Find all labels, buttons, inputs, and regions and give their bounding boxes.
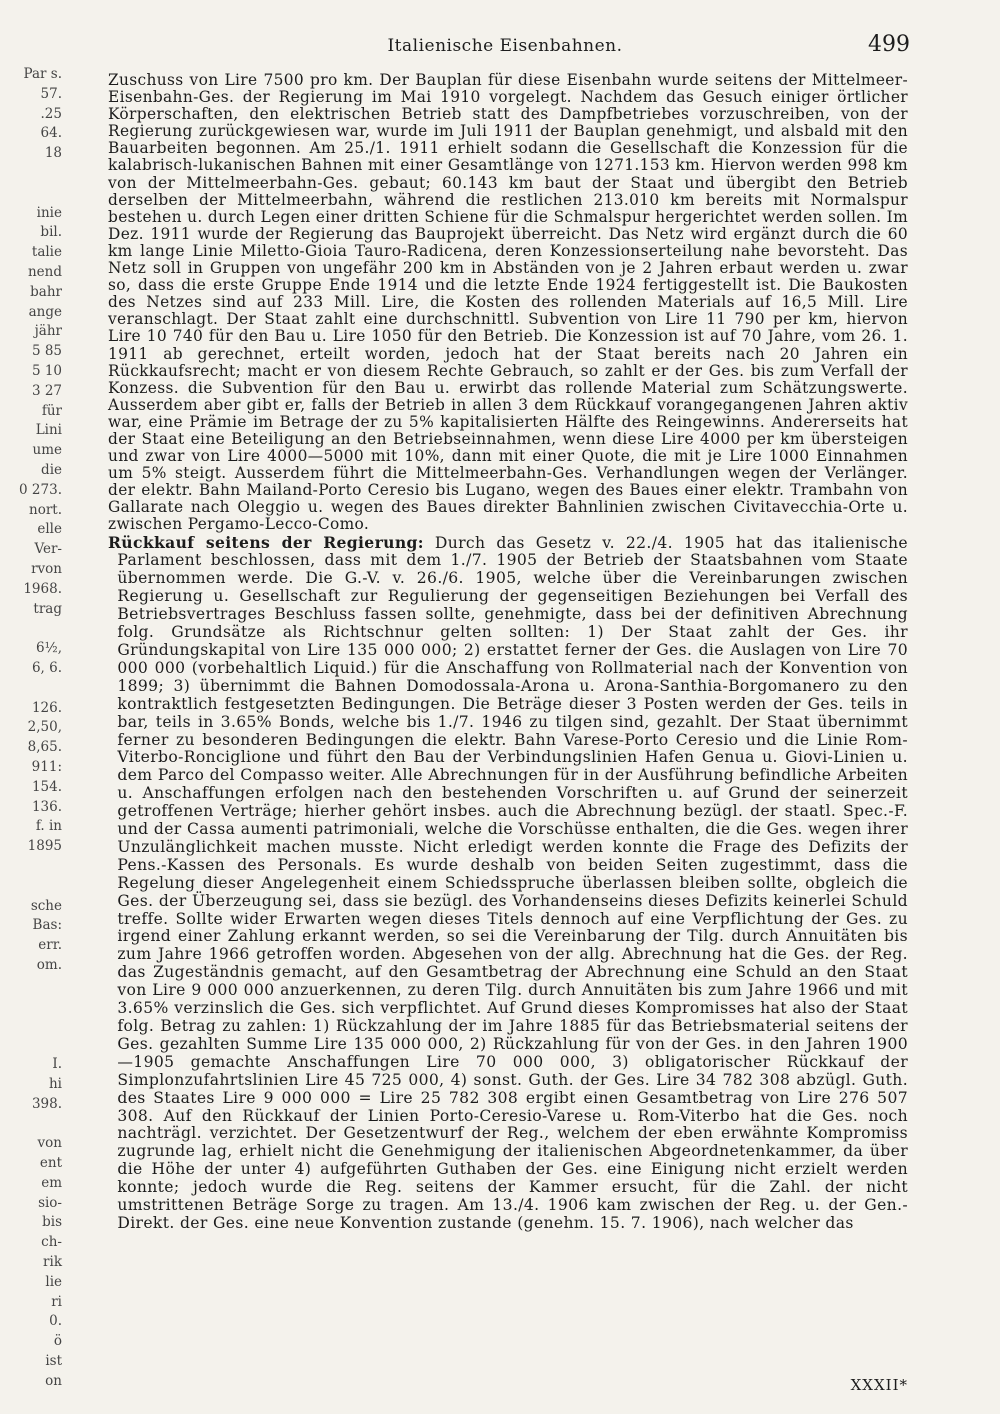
margin-fragment: 8,65.	[27, 739, 62, 756]
margin-fragment: ri	[51, 1293, 62, 1310]
margin-fragment: 126.	[31, 699, 62, 716]
page-number: 499	[868, 32, 910, 57]
margin-fragment: 6½,	[36, 640, 62, 657]
margin-fragment: rvon	[31, 561, 62, 577]
margin-fragment: 64.	[40, 125, 62, 142]
margin-fragment: rik	[43, 1254, 62, 1270]
margin-fragment: jähr	[34, 323, 62, 340]
margin-fragment: Bas:	[32, 917, 62, 934]
margin-fragment: I.	[52, 1056, 62, 1072]
margin-fragment: ch-	[41, 1234, 62, 1251]
margin-fragment: sio-	[38, 1194, 62, 1211]
left-margin-cutoff-column	[0, 66, 62, 1389]
margin-fragment: 3 27	[31, 382, 62, 399]
margin-fragment: talie	[31, 244, 62, 261]
margin-fragment: trag	[33, 600, 62, 617]
margin-fragment: die	[41, 462, 62, 478]
running-title: Italienische Eisenbahnen.	[387, 36, 623, 56]
margin-fragment: .25	[40, 105, 62, 122]
margin-fragment: hi	[48, 1075, 62, 1092]
margin-fragment: lie	[45, 1273, 62, 1290]
margin-fragment: ist	[45, 1353, 62, 1369]
margin-fragment: elle	[37, 521, 62, 538]
main-text-column	[108, 72, 908, 1233]
paragraph-2	[108, 534, 908, 1233]
paragraph-1: Zuschuss von Lire 7500 pro km. Der Bauplan für diese Eisenbahn wurde seitens der Mittelmeer-Eisenbahn-Ges. der Regierung im Mai 1910 vorgelegt. Nachdem das Gesuch einiger örtlicher Körperschaften, den elektrischen Betrieb statt des Dampfbetriebes vorzuschreiben, von der Regierung zurückgewiesen war, wurde im Juli 1911 der Bauplan genehmigt, und alsbald mit den Bauarbeiten begonnen. Am 25./1. 1911 erhielt sodann die Gesellschaft die Konzession für die kalabrisch-lukanischen Bahnen mit einer Gesamtlänge von 1271.153 km. Hiervon werden 998 km von der Mittelmeerbahn-Ges. gebaut; 60.143 km baut der Staat und übergibt den Betrieb derselben der Mittelmeerbahn, während die restlichen 213.010 km bereits mit Normalspur bestehen u. durch Legen einer dritten Schiene für die Schmalspur hergerichtet werden sollen. Im Dez. 1911 wurde der Regierung das Bauprojekt überreicht. Das Netz wird ergänzt durch die 60 km lange Linie Miletto-Gioia Tauro-Radicena, deren Konzessionserteilung nahe bevorsteht. Das Netz soll in Gruppen von ungefähr 200 km in Abständen von je 2 Jahren erbaut werden u. zwar so, dass die erste Gruppe Ende 1914 und die letzte Ende 1924 fertiggestellt ist. Die Baukosten des Netzes sind auf 233 Mill. Lire, die Kosten des rollenden Materials auf 16,5 Mill. Lire veranschlagt. Der Staat zahlt eine durchschnittl. Subvention von Lire 11 790 per km, hiervon Lire 10 740 für den Bau u. Lire 1050 für den Betrieb. Die Konzession ist auf 70 Jahre, vom 26. 1. 1911 ab gerechnet, erteilt worden, jedoch hat der Staat bereits nach 20 Jahren ein Rückkaufsrecht; macht er von diesem Rechte Gebrauch, so zahlt er der Ges. bis zum Verfall der Konzess. die Subvention für den Bau u. erwirbt das rollende Material zum Schätzungswerte. Ausserdem aber gibt er, falls der Betrieb in allen 3 dem Rückkauf vorangegangenen Jahren aktiv war, eine Prämie im Betrage der zu 5% kapitalisierten Hälfte des Reingewinns. Andererseits hat der Staat eine Beteiligung an den Betriebseinnahmen, wenn diese Lire 4000 per km übersteigen und zwar von Lire 4000—5000 mit 10%, dann mit einer Quote, die mit je Lire 1000 Einnahmen um 5% steigt. Ausserdem führt die Mittelmeerbahn-Ges. Verhandlungen wegen der Verlänger. der elektr. Bahn Mailand-Porto Ceresio bis Lugano, wegen des Baues einer elektr. Trambahn von Gallarate nach Oleggio u. wegen des Baues direkter Bahnlinien zwischen Civitavecchia-Orte u. zwischen Pergamo-Lecco-Como.	[108, 71, 909, 534]
margin-fragment: bis	[42, 1214, 62, 1231]
margin-fragment: 0 273.	[19, 481, 62, 498]
margin-fragment: für	[41, 402, 62, 419]
margin-fragment: 136.	[31, 798, 62, 815]
margin-fragment: bahr	[30, 283, 62, 300]
margin-fragment: 398.	[31, 1095, 62, 1112]
margin-fragment: 154.	[31, 778, 62, 795]
margin-fragment: err.	[38, 937, 62, 954]
margin-fragment: 2,50,	[27, 719, 62, 736]
margin-fragment: 6, 6.	[31, 660, 62, 676]
margin-fragment: inie	[36, 204, 62, 221]
margin-fragment: sche	[30, 897, 62, 914]
margin-fragment: ange	[28, 303, 62, 320]
margin-fragment: nort.	[29, 501, 62, 518]
margin-fragment: 1968.	[23, 580, 62, 597]
section-heading: Rückkauf seitens der Regierung:	[108, 532, 424, 552]
signature-mark: XXXII*	[850, 1376, 908, 1394]
margin-fragment: 57.	[40, 85, 62, 102]
margin-fragment: 0.	[49, 1313, 62, 1330]
paragraph-2-text: Durch das Gesetz v. 22./4. 1905 hat das italienische Parlament beschlossen, dass mit dem 1./7. 1905 der Betrieb der Staatsbahnen vom Staate übernommen werde. Die G.-V. v. 26./6. 1905, welche über die Vereinbarungen zwischen Regierung u. Gesellschaft zur Regulierung der gegenseitigen Beziehungen bei Verfall des Betriebsvertrages Beschluss fassen sollte, genehmigte, dass bei der definitiven Abrechnung folg. Grundsätze als Richtschnur gelten sollten: 1) Der Staat zahlt der Ges. ihr Gründungskapital von Lire 135 000 000; 2) erstattet ferner der Ges. die Auslagen von Lire 70 000 000 (vorbehaltlich Liquid.) für die Anschaffung von Rollmaterial nach der Konvention von 1899; 3) übernimmt die Bahnen Domodossala-Arona u. Arona-Santhia-Borgomanero zu den kontraktlich festgesetzten Bedingungen. Die Beträge dieser 3 Posten werden der Ges. teils in bar, teils in 3.65% Bonds, welche bis 1./7. 1946 zu tilgen sind, gezahlt. Der Staat übernimmt ferner zu besonderen Bedingungen die elektr. Bahn Varese-Porto Ceresio und die Linie Rom-Viterbo-Ronciglione und führt den Bau der Verbindungslinien Hafen Genua u. Giovi-Linien u. dem Parco del Compasso weiter. Alle Abrechnungen für in der Ausführung befindliche Arbeiten u. Anschaffungen erfolgen nach den bestehenden Vorschriften u. auf Grund der seinerzeit getroffenen Verträge; hierher gehört insbes. auch die Abrechnung bezügl. der staatl. Spec.-F. und der Cassa aumenti patrimoniali, welche die Vorschüsse enthalten, die die Ges. wegen ihrer Unzulänglichkeit machen musste. Nicht erledigt werden konnte die Frage des Defizits der Pens.-Kassen des Personals. Es wurde deshalb von beiden Seiten zugestimmt, dass die Regelung dieser Angelegenheit einem Schiedsspruche überlassen bleiben sollte, obgleich die Ges. der Überzeugung sei, dass sie bezügl. des Vorhandenseins dieses Defizits keinerlei Schuld treffe. Sollte wider Erwarten wegen dieses Titels dennoch auf eine Verpflichtung der Ges. zu irgend einer Zahlung erkannt werden, so sei die Vereinbarung der Tilg. durch Annuitäten bis zum Jahre 1966 getroffen worden. Abgesehen von der allg. Abrechnung hat die Ges. der Reg. das Zugeständnis gemacht, auf den Gesamtbetrag der Abrechnung eine Schuld an den Staat von Lire 9 000 000 anzuerkennen, zu deren Tilg. durch Annuitäten bis zum Jahre 1966 und mit 3.65% verzinslich die Ges. sich verpflichtet. Auf Grund dieses Kompromisses hat also der Staat folg. Betrag zu zahlen: 1) Rückzahlung der im Jahre 1885 für das Betriebsmaterial seitens der Ges. gezahlten Summe Lire 135 000 000, 2) Rückzahlung für von der Ges. in den Jahren 1900—1905 gemachte Anschaffungen Lire 70 000 000, 3) obligatorischer Rückkauf der Simplonzufahrtslinien Lire 45 725 000, 4) sonst. Guth. der Ges. Lire 34 782 308 abzügl. Guth. des Staates Lire 9 000 000 = Lire 25 782 308 ergibt einen Gesamtbetrag von Lire 276 507 308. Auf den Rückkauf der Linien Porto-Ceresio-Varese u. Rom-Viterbo hat die Ges. noch nachträgl. verzichtet. Der Gesetzentwurf der Reg., welchem der eben erwähnte Kompromiss zugrunde lag, erhielt nicht die Genehmigung der italienischen Abgeordnetenkammer, da über die Höhe der unter 4) aufgeführten Guthaben der Ges. eine Einigung nicht erzielt werden konnte; jedoch wurde die Reg. seitens der Kammer ersucht, für die Zahl. der nicht umstrittenen Beträge Sorge zu tragen. Am 13./4. 1906 kam zwischen der Reg. u. der Gen.-Direkt. der Ges. eine neue Konvention zustande (genehm. 15. 7. 1906), nach welcher das	[117, 533, 908, 1232]
margin-fragment: f. in	[35, 818, 62, 835]
margin-fragment: bil.	[40, 224, 62, 241]
margin-fragment: 5 10	[31, 363, 62, 379]
margin-fragment: Par s.	[23, 66, 62, 82]
margin-fragment: ö	[53, 1333, 62, 1350]
margin-fragment: em	[41, 1174, 62, 1191]
margin-fragment: 911:	[31, 759, 62, 775]
margin-fragment: ume	[32, 442, 62, 459]
margin-fragment: om.	[36, 957, 62, 973]
margin-fragment: 1895	[27, 838, 62, 855]
margin-fragment: von	[37, 1135, 62, 1152]
page-header	[100, 32, 910, 62]
margin-fragment: Ver-	[34, 541, 62, 558]
margin-fragment: 5 85	[31, 343, 62, 360]
margin-fragment: Lini	[35, 422, 62, 439]
margin-fragment: 18	[44, 145, 62, 162]
margin-fragment: ent	[39, 1155, 62, 1171]
margin-fragment: nend	[27, 264, 62, 280]
margin-fragment: on	[45, 1372, 62, 1389]
